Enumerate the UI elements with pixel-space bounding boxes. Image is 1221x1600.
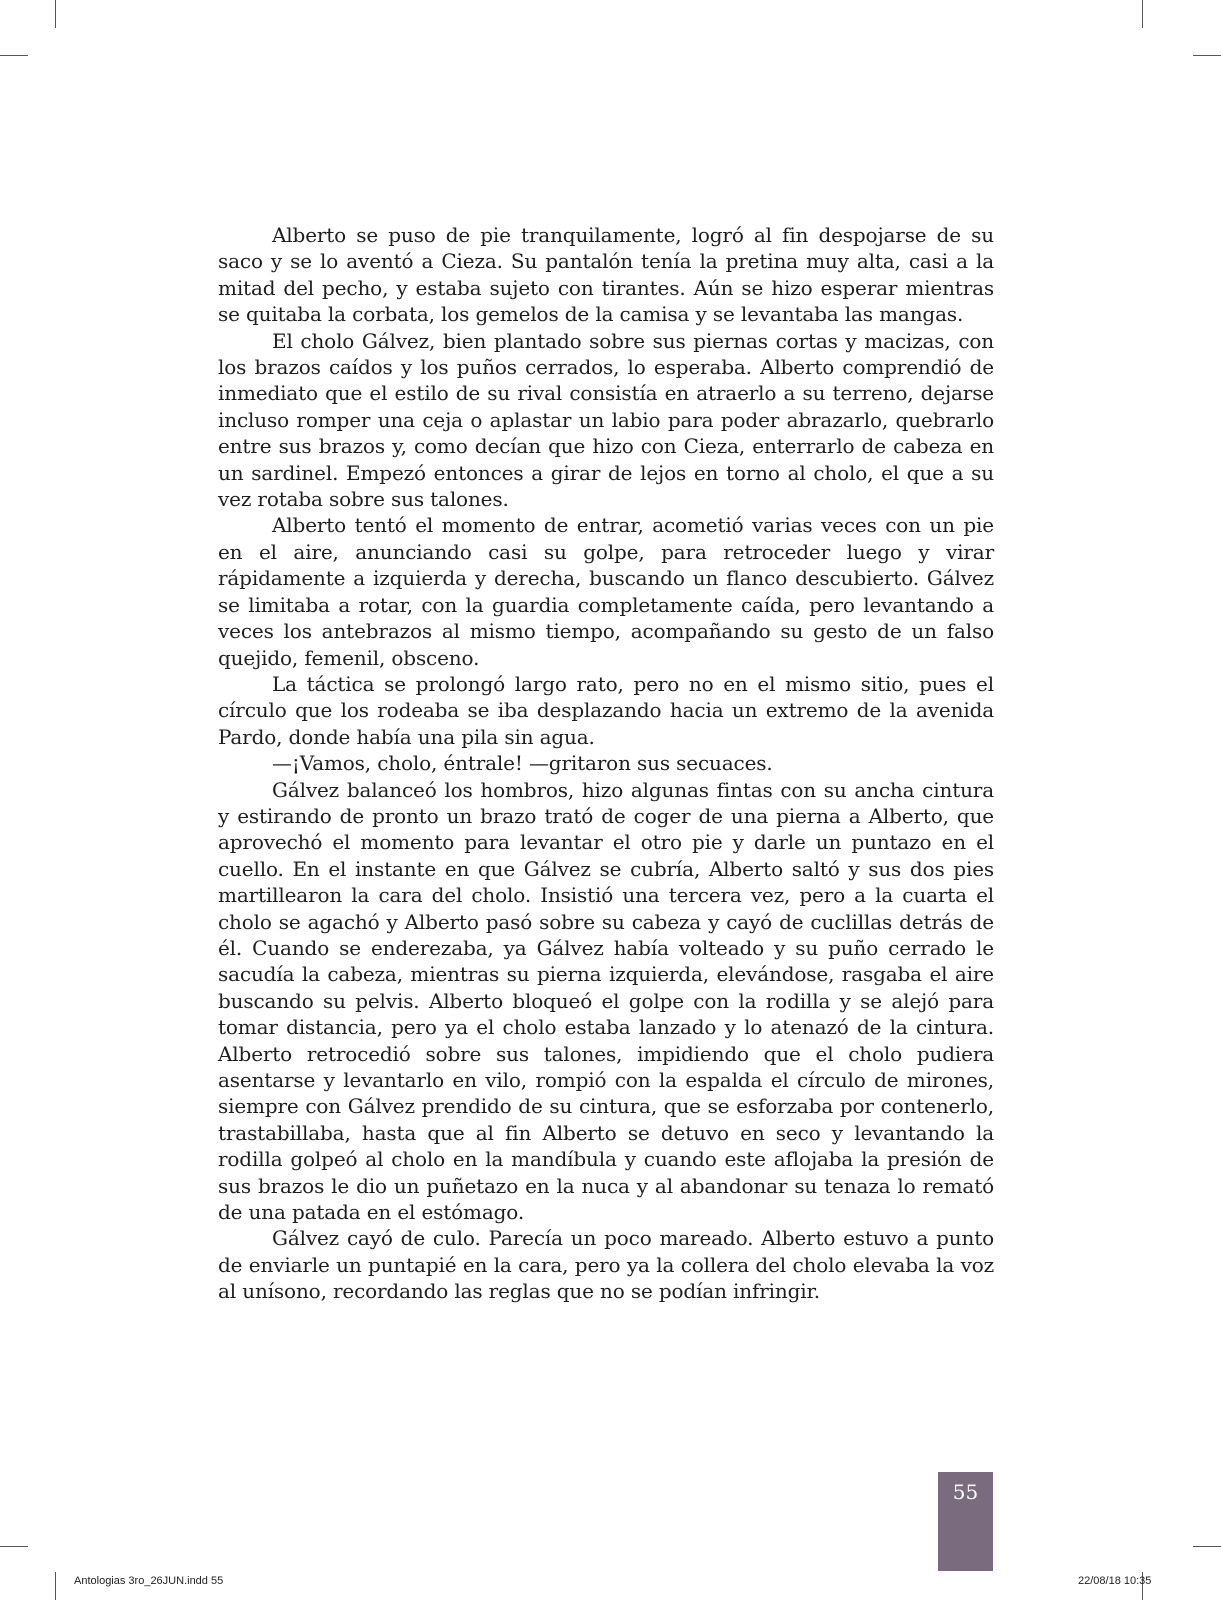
paragraph: Alberto tentó el momento de entrar, acometió varias veces con un pie en el aire, anunciando casi su golpe, para retroceder luego y virar rápidamente a izquierda y derecha, buscando un flanco descubierto. Gálvez se limitaba a rotar, con la guardia completamente caída, pero levantando a veces los antebrazos al mismo tiempo, acompañando su gesto de un falso quejido, femenil, obsceno. <box>218 513 994 670</box>
crop-mark-top-left <box>55 0 56 28</box>
crop-mark-top-right <box>1142 0 1143 28</box>
page-number-tab <box>938 1472 993 1571</box>
crop-mark-left-bottom <box>0 1546 28 1547</box>
slug-file-name: Antologias 3ro_26JUN.indd 55 <box>74 1575 224 1587</box>
paragraph: Gálvez cayó de culo. Parecía un poco mareado. Alberto estuvo a punto de enviarle un puntapié en la cara, pero ya la collera del cholo elevaba la voz al unísono, recordando las reglas que no se podían infringir. <box>218 1226 994 1304</box>
paragraph: —¡Vamos, cholo, éntrale! —gritaron sus secuaces. <box>272 751 773 776</box>
page-number: 55 <box>952 1480 979 1504</box>
crop-mark-right-top <box>1193 55 1221 56</box>
paragraph: El cholo Gálvez, bien plantado sobre sus piernas cortas y macizas, con los brazos caídos y los puños cerrados, lo esperaba. Alberto comprendió de inmediato que el estilo de su rival consistía en atraerlo a su terreno, dejarse incluso romper una ceja o aplastar un labio para poder abrazarlo, quebrarlo entre sus brazos y, como decían que hizo con Cieza, enterrarlo de cabeza en un sardinel. Empezó entonces a girar de lejos en torno al cholo, el que a su vez rotaba sobre sus talones. <box>218 328 994 512</box>
paragraph: La táctica se prolongó largo rato, pero no en el mismo sitio, pues el círculo que los rodeaba se iba desplazando hacia un extremo de la avenida Pardo, donde había una pila sin agua. <box>218 671 994 749</box>
crop-mark-right-bottom <box>1193 1546 1221 1547</box>
slug-date-time: 22/08/18 10:35 <box>1078 1575 1152 1587</box>
crop-mark-bottom-left <box>55 1572 56 1600</box>
article-body <box>218 222 994 1305</box>
crop-mark-left-top <box>0 55 28 56</box>
paragraph: Gálvez balanceó los hombros, hizo algunas fintas con su ancha cintura y estirando de pronto un brazo trató de coger de una pierna a Alberto, que aprovechó el momento para levantar el otro pie y darle un puntazo en el cuello. En el instante en que Gálvez se cubría, Alberto saltó y sus dos pies martillearon la cara del cholo. Insistió una tercera vez, pero a la cuarta el cholo se agachó y Alberto pasó sobre su cabeza y cayó de cuclillas detrás de él. Cuando se enderezaba, ya Gálvez había volteado y su puño cerrado le sacudía la cabeza, mientras su pierna izquierda, elevándose, rasgaba el aire buscando su pelvis. Alberto bloqueó el golpe con la rodilla y se alejó para tomar distancia, pero ya el cholo estaba lanzado y lo atenazó de la cintura. Alberto retrocedió sobre sus talones, impidiendo que el cholo pudiera asentarse y levantarlo en vilo, rompió con la espalda el círculo de mirones, siempre con Gálvez prendido de su cintura, que se esforzaba por contenerlo, trastabillaba, hasta que al fin Alberto se detuvo en seco y levantando la rodilla golpeó al cholo en la mandíbula y cuando este aflojaba la presión de sus brazos le dio un puñetazo en la nuca y al abandonar su tenaza lo remató de una patada en el estómago. <box>218 777 994 1225</box>
paragraph: Alberto se puso de pie tranquilamente, logró al fin despojarse de su saco y se lo aventó a Cieza. Su pantalón tenía la pretina muy alta, casi a la mitad del pecho, y estaba sujeto con tirantes. Aún se hizo esperar mientras se quitaba la corbata, los gemelos de la camisa y se levantaba las mangas. <box>218 223 994 327</box>
